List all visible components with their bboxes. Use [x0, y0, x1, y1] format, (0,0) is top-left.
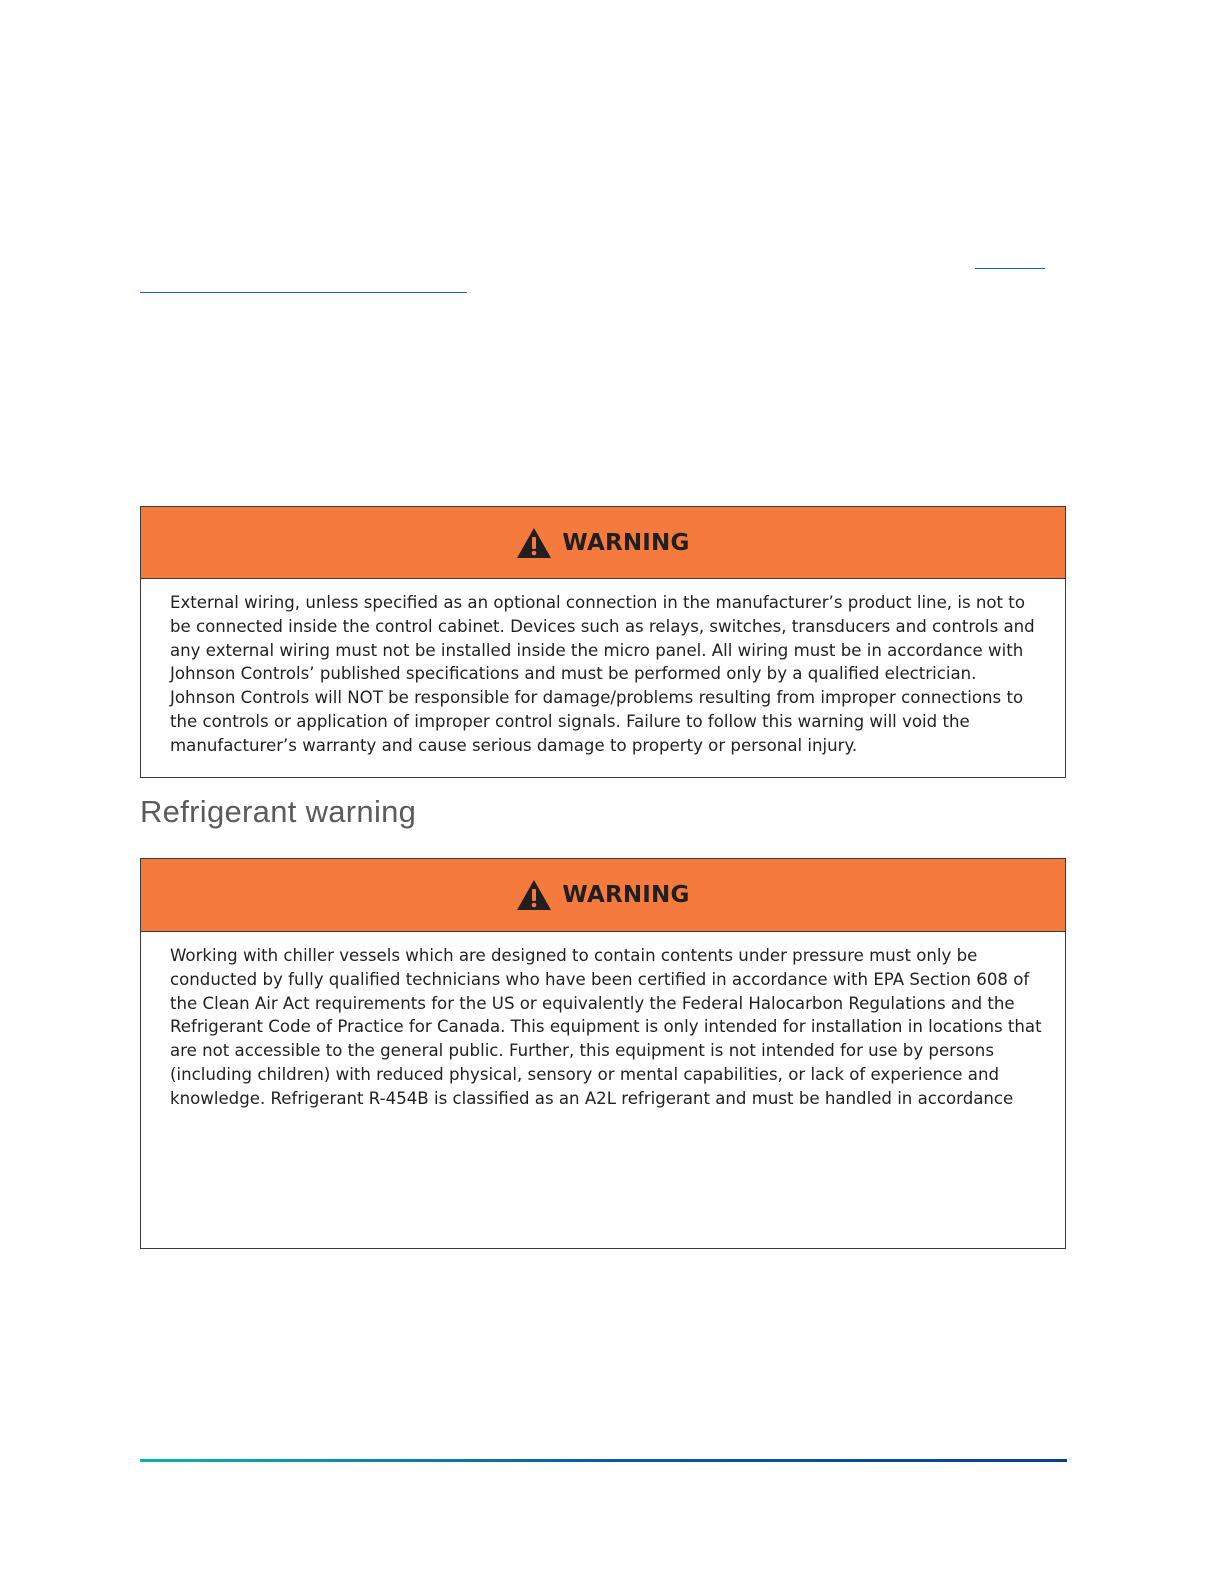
warning-box-refrigerant	[140, 858, 1066, 1249]
warning-title: WARNING	[562, 529, 690, 556]
warning-body-text: External wiring, unless specified as an optional connection in the manufacturer’s product line, is not to be connected inside the control cabinet. Devices such as relays, switches, transducers and controls and any external wiring must not be installed inside the micro panel. All wiring must be in accordance with Johnson Controls’ published specifications and must be performed only by a qualified electrician. Johnson Controls will NOT be responsible for damage/problems resulting from improper connections to the controls or application of improper control signals. Failure to follow this warning will void the manufacturer’s warranty and cause serious damage to property or personal injury.	[170, 593, 1035, 755]
link-underline-end[interactable]	[975, 268, 1045, 269]
warning-box-wiring	[140, 506, 1066, 778]
section-heading-refrigerant-warning: Refrigerant warning	[140, 794, 417, 829]
warning-header	[141, 859, 1065, 932]
warning-triangle-icon	[516, 527, 552, 559]
warning-body-text: Working with chiller vessels which are designed to contain contents under pressure must only be conducted by fully qualified technicians who have been certified in accordance with EPA Section 608 of the Clean Air Act requirements for the US or equivalently the Federal Halocarbon Regulations and the Refrigerant Code of Practice for Canada. This equipment is only intended for installation in locations that are not accessible to the general public. Further, this equipment is not intended for use by persons (including children) with reduced physical, sensory or mental capabilities, or lack of experience and knowledge. Refrigerant R-454B is classified as an A2L refrigerant and must be handled in accordance	[170, 946, 1042, 1108]
footer-divider	[140, 1459, 1067, 1462]
warning-triangle-icon	[516, 879, 552, 911]
link-underline-start[interactable]	[140, 292, 467, 293]
warning-title: WARNING	[562, 882, 690, 908]
warning-header	[141, 507, 1065, 579]
